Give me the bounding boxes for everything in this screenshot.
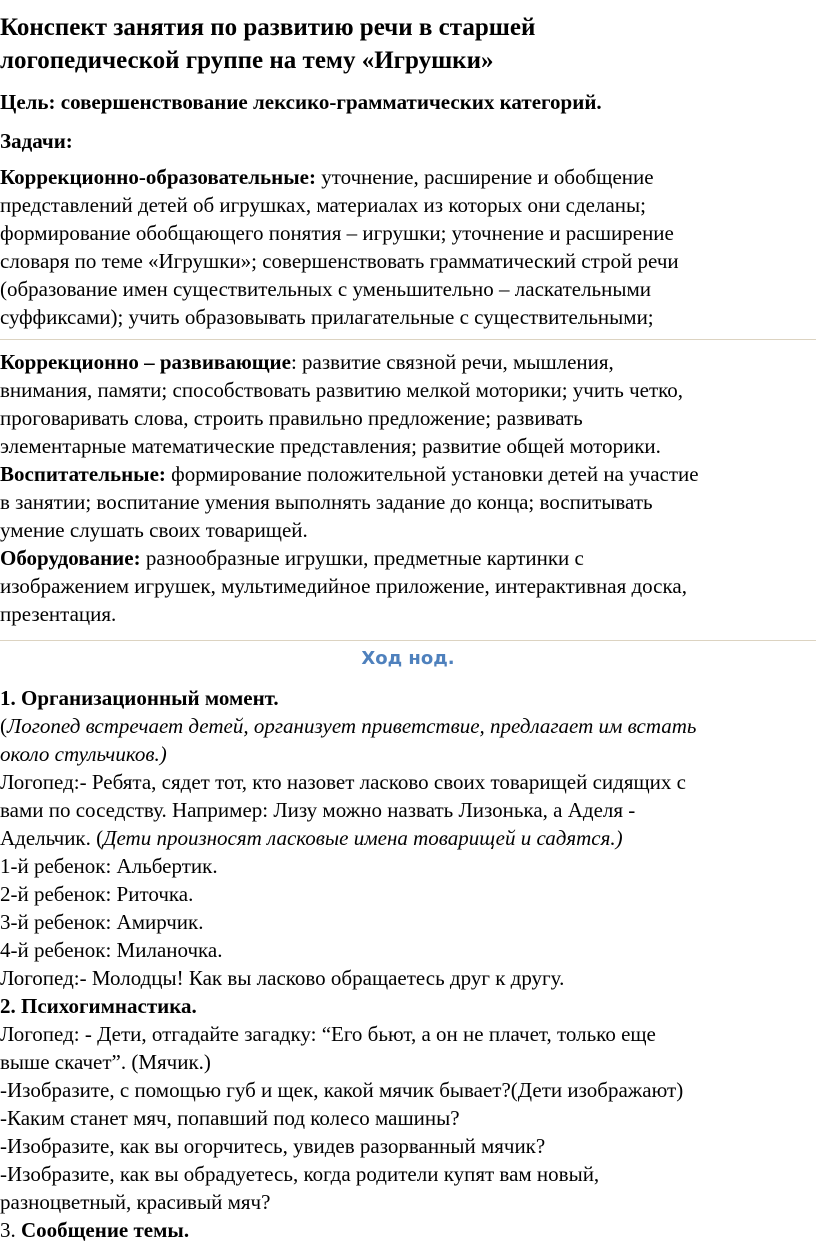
question-line: -Изобразите, как вы огорчитесь, увидев разорванный мячик? [0,1134,546,1158]
divider [0,339,816,340]
section-3-title: Сообщение темы. [21,1218,190,1242]
correctional-developing-label: Коррекционно – развивающие [0,350,291,374]
section-1-note [0,712,696,740]
correctional-educational-text: уточнение, расширение и обобщение [315,165,654,189]
correctional-educational-label: Коррекционно-образовательные: [0,165,316,189]
equipment-text: разнообразные игрушки, предметные картинки с [140,546,584,570]
child-answer: 2-й ребенок: Риточка. [0,882,194,906]
note-open-paren: ( [0,714,7,738]
correctional-educational-line: (образование имен существительных с уменьшительно – ласкательными [0,277,652,301]
section-3-number: 3. [0,1218,21,1242]
section-1-note [0,740,167,768]
speech-text: Адельчик. ( [0,826,104,850]
goal: Цель: совершенствование лексико-грамматических категорий. [0,90,602,114]
correctional-developing-line: внимания, памяти; способствовать развитию мелкой моторики; учить четко, [0,378,684,402]
correctional-developing-line: проговаривать слова, строить правильно предложение; развивать [0,406,583,430]
speech-line: вами по соседству. Например: Лизу можно назвать Лизонька, а Аделя - [0,798,636,822]
speech-line: Логопед:- Молодцы! Как вы ласково обращаетесь друг к другу. [0,966,565,990]
note-text: Логопед встречает детей, организует приветствие, предлагает им встать [7,714,697,738]
speech-note: Дети произносят ласковые имена товарищей и садятся.) [103,826,623,850]
educational-label: Воспитательные: [0,462,166,486]
correctional-educational-line: формирование обобщающего понятия – игрушки; уточнение и расширение [0,221,674,245]
educational-line: в занятии; воспитание умения выполнять задание до конца; воспитывать [0,490,653,514]
child-answer: 3-й ребенок: Амирчик. [0,910,204,934]
educational-line: умение слушать своих товарищей. [0,518,308,542]
correctional-educational-line: представлений детей об игрушках, материалах из которых они сделаны; [0,193,646,217]
section-3-heading [0,1216,189,1244]
section-2-heading: 2. Психогимнастика. [0,994,197,1018]
child-answer: 4-й ребенок: Миланочка. [0,938,223,962]
equipment-label: Оборудование: [0,546,141,570]
note-text: около стульчиков.) [0,742,167,766]
riddle-line: выше скачет”. (Мячик.) [0,1050,211,1074]
title-line-2: логопедической группе на тему «Игрушки» [0,47,494,74]
riddle-line: Логопед: - Дети, отгадайте загадку: “Его бьют, а он не плачет, только еще [0,1022,656,1046]
tasks-heading: Задачи: [0,129,73,153]
educational-line [0,460,699,488]
section-1-heading: 1. Организационный момент. [0,686,279,710]
question-line: -Изобразите, с помощью губ и щек, какой мячик бывает?(Дети изображают) [0,1078,684,1102]
equipment-line [0,544,584,572]
divider [0,640,816,641]
speech-line: Логопед:- Ребята, сядет тот, кто назовет ласково своих товарищей сидящих с [0,770,686,794]
child-answer: 1-й ребенок: Альбертик. [0,854,218,878]
question-line: -Изобразите, как вы обрадуетесь, когда родители купят вам новый, [0,1162,600,1186]
title-line-1: Конспект занятия по развитию речи в старшей [0,14,536,41]
correctional-developing-line: элементарные математические представления; развитие общей моторики. [0,434,661,458]
question-line: -Каким станет мяч, попавший под колесо машины? [0,1106,460,1130]
question-line: разноцветный, красивый мяч? [0,1190,271,1214]
course-heading: Ход нод. [361,648,455,669]
correctional-educational-line [0,163,654,191]
speech-line [0,824,623,852]
correctional-developing-line [0,348,614,376]
correctional-educational-line: словаря по теме «Игрушки»; совершенствовать грамматический строй речи [0,249,679,273]
equipment-line: изображением игрушек, мультимедийное приложение, интерактивная доска, [0,574,687,598]
equipment-line: презентация. [0,602,117,626]
correctional-educational-line: суффиксами); учить образовывать прилагательные с существительными; [0,305,654,329]
educational-text: формирование положительной установки детей на участие [165,462,699,486]
correctional-developing-text: : развитие связной речи, мышления, [290,350,614,374]
